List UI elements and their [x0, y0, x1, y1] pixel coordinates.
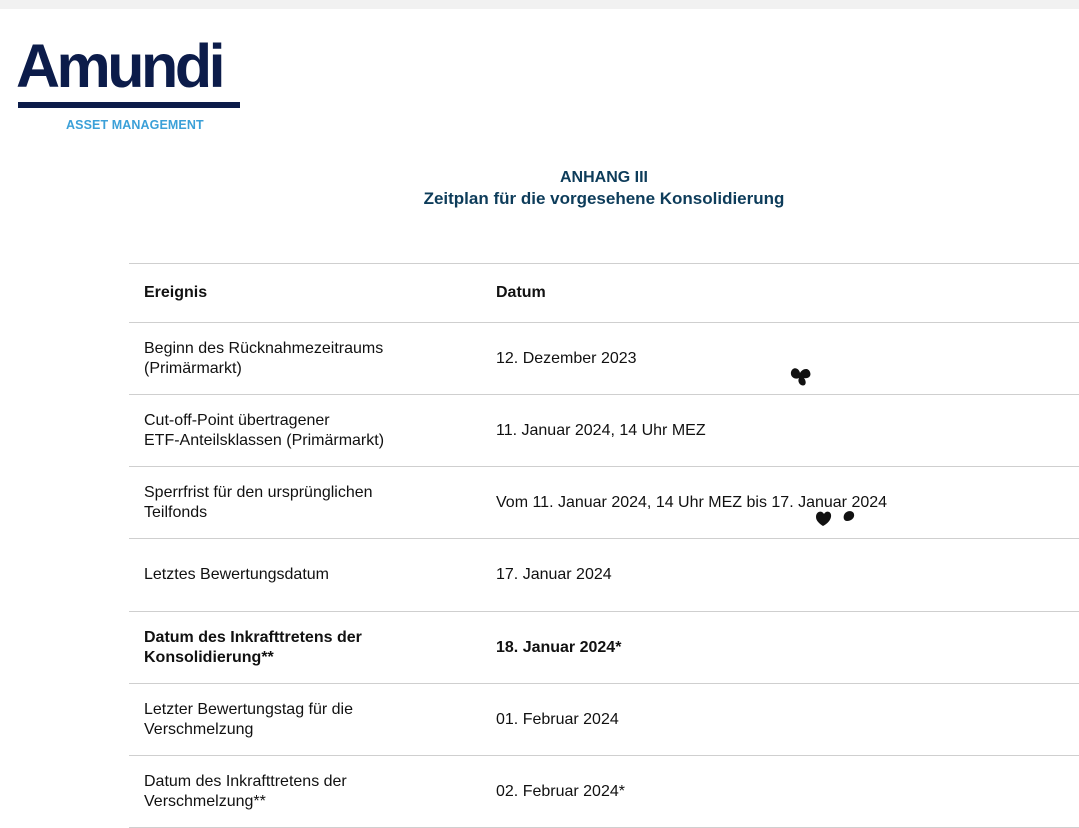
event-cell: [129, 339, 496, 379]
document-title: [0, 168, 1079, 209]
table-row: [129, 395, 1079, 467]
event-cell: [129, 483, 496, 523]
date-cell: Vom 11. Januar 2024, 14 Uhr MEZ bis 17. Januar 2024: [496, 493, 888, 511]
event-text-line2: Verschmelzung**: [144, 792, 266, 810]
header-date: Datum: [496, 284, 546, 301]
date-cell: 18. Januar 2024*: [496, 638, 622, 656]
event-text-line2: ETF-Anteilsklassen (Primärmarkt): [144, 431, 385, 449]
ink-scribble-mark: [788, 364, 814, 390]
event-cell: [129, 772, 496, 812]
table-row: [129, 467, 1079, 539]
event-cell: [129, 700, 496, 740]
event-text-line1: Letztes Bewertungsdatum: [144, 566, 329, 583]
event-text-line1: Datum des Inkrafttretens der: [144, 772, 347, 790]
table-row: [129, 684, 1079, 756]
event-cell: [129, 565, 496, 585]
schedule-title: Zeitplan für die vorgesehene Konsolidierung: [423, 189, 785, 208]
event-text-line1: Sperrfrist für den ursprünglichen: [144, 483, 373, 501]
table-row: [129, 756, 1079, 828]
event-text-line2: Teilfonds: [144, 503, 208, 521]
event-text-line2: Verschmelzung: [144, 720, 254, 738]
date-cell: 11. Januar 2024, 14 Uhr MEZ: [496, 421, 706, 439]
logo-subtitle: ASSET MANAGEMENT: [66, 118, 204, 132]
schedule-table: [129, 263, 1079, 828]
date-cell: 02. Februar 2024*: [496, 782, 625, 800]
event-cell: [129, 628, 496, 668]
event-text-line1: Datum des Inkrafttretens der: [144, 628, 362, 646]
event-text-line1: Letzter Bewertungstag für die: [144, 700, 354, 718]
logo-wordmark: Amundi: [16, 32, 223, 100]
annex-title: ANHANG III: [560, 169, 648, 186]
date-cell: 17. Januar 2024: [496, 566, 612, 583]
event-text-line2: (Primärmarkt): [144, 359, 242, 377]
header-event: Ereignis: [144, 284, 208, 301]
table-header-row: [129, 264, 1079, 323]
amundi-logo: [16, 32, 241, 136]
ink-scribble-mark: [813, 503, 861, 529]
date-cell: 12. Dezember 2023: [496, 349, 637, 367]
table-row: [129, 612, 1079, 684]
event-text-line1: Cut-off-Point übertragener: [144, 411, 330, 429]
event-text-line2: Konsolidierung**: [144, 648, 274, 666]
event-cell: [129, 411, 496, 451]
table-row: [129, 539, 1079, 612]
event-text-line1: Beginn des Rücknahmezeitraums: [144, 339, 384, 357]
logo-underline: [18, 102, 240, 108]
top-strip: [0, 0, 1079, 9]
date-cell: 01. Februar 2024: [496, 710, 619, 728]
table-row: [129, 323, 1079, 395]
